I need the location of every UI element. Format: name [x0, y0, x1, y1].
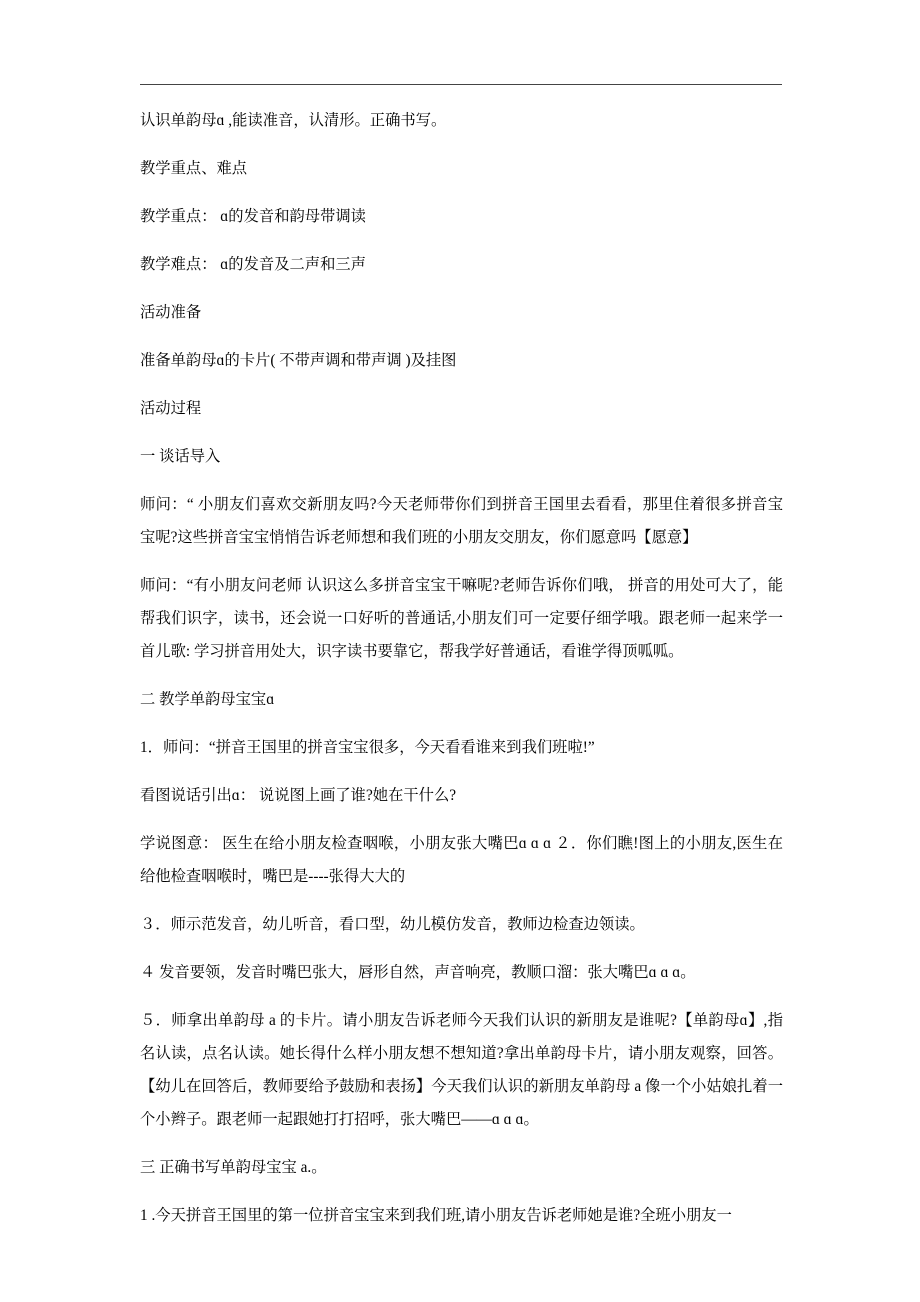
paragraph: 活动准备	[140, 304, 202, 321]
header-horizontal-rule	[140, 84, 782, 85]
paragraph: 认识单韵母ɑ ,能读准音，认清形。正确书写。	[140, 112, 447, 129]
paragraph: 看图说话引出ɑ： 说说图上画了谁?她在干什么?	[140, 787, 457, 804]
paragraph: 师问：“有小朋友问老师 认识这么多拼音宝宝干嘛呢?老师告诉你们哦， 拼音的用处可大了，能帮我们识字，读书，还会说一口好听的普通话,小朋友们可一定要仔细学哦。跟老师一起来学一首儿歌: 学习拼音用处大，识字读书要靠它，帮我学好普通话，看谁学得顶呱呱。	[140, 577, 783, 660]
paragraph: ３．师示范发音，幼儿听音，看口型，幼儿模仿发音，教师边检查边领读。	[140, 916, 645, 933]
paragraph: ５．师拿出单韵母 a 的卡片。请小朋友告诉老师今天我们认识的新朋友是谁呢?【单韵母ɑ】,指名认读，点名认读。她长得什么样小朋友想不想知道?拿出单韵母卡片，请小朋友观察，回答。【幼儿在回答后，教师要给予鼓励和表扬】今天我们认识的新朋友单韵母 a 像一个小姑娘扎着一个小辫子。跟老师一起跟她打打招呼，张大嘴巴——ɑ ɑ ɑ。	[140, 1012, 783, 1128]
paragraph: 二 教学单韵母宝宝ɑ	[140, 691, 275, 708]
paragraph: 活动过程	[140, 400, 202, 417]
paragraph: ４ 发音要领，发音时嘴巴张大，唇形自然，声音响亮，教顺口溜：张大嘴巴ɑ ɑ ɑ。	[140, 964, 696, 981]
paragraph: 1 .今天拼音王国里的第一位拼音宝宝来到我们班,请小朋友告诉老师她是谁?全班小朋友一	[140, 1207, 732, 1224]
paragraph: 教学难点： ɑ的发音及二声和三声	[140, 256, 366, 273]
document-body	[140, 104, 783, 1247]
paragraph: 教学重点： ɑ的发音和韵母带调读	[140, 208, 366, 225]
paragraph: 一 谈话导入	[140, 448, 221, 465]
paragraph: 师问：“ 小朋友们喜欢交新朋友吗?今天老师带你们到拼音王国里去看看，那里住着很多拼音宝宝呢?这些拼音宝宝悄悄告诉老师想和我们班的小朋友交朋友，你们愿意吗【愿意】	[140, 496, 783, 546]
paragraph: 三 正确书写单韵母宝宝 a.。	[140, 1159, 327, 1176]
paragraph: 1．师问：“拼音王国里的拼音宝宝很多，今天看看谁来到我们班啦!”	[140, 739, 595, 756]
paragraph: 学说图意： 医生在给小朋友检查咽喉，小朋友张大嘴巴ɑ ɑ ɑ ２．你们瞧!图上的小朋友,医生在给他检查咽喉时，嘴巴是----张得大大的	[140, 835, 783, 885]
paragraph: 准备单韵母ɑ的卡片( 不带声调和带声调 )及挂图	[140, 352, 457, 369]
paragraph: 教学重点、难点	[140, 160, 248, 177]
